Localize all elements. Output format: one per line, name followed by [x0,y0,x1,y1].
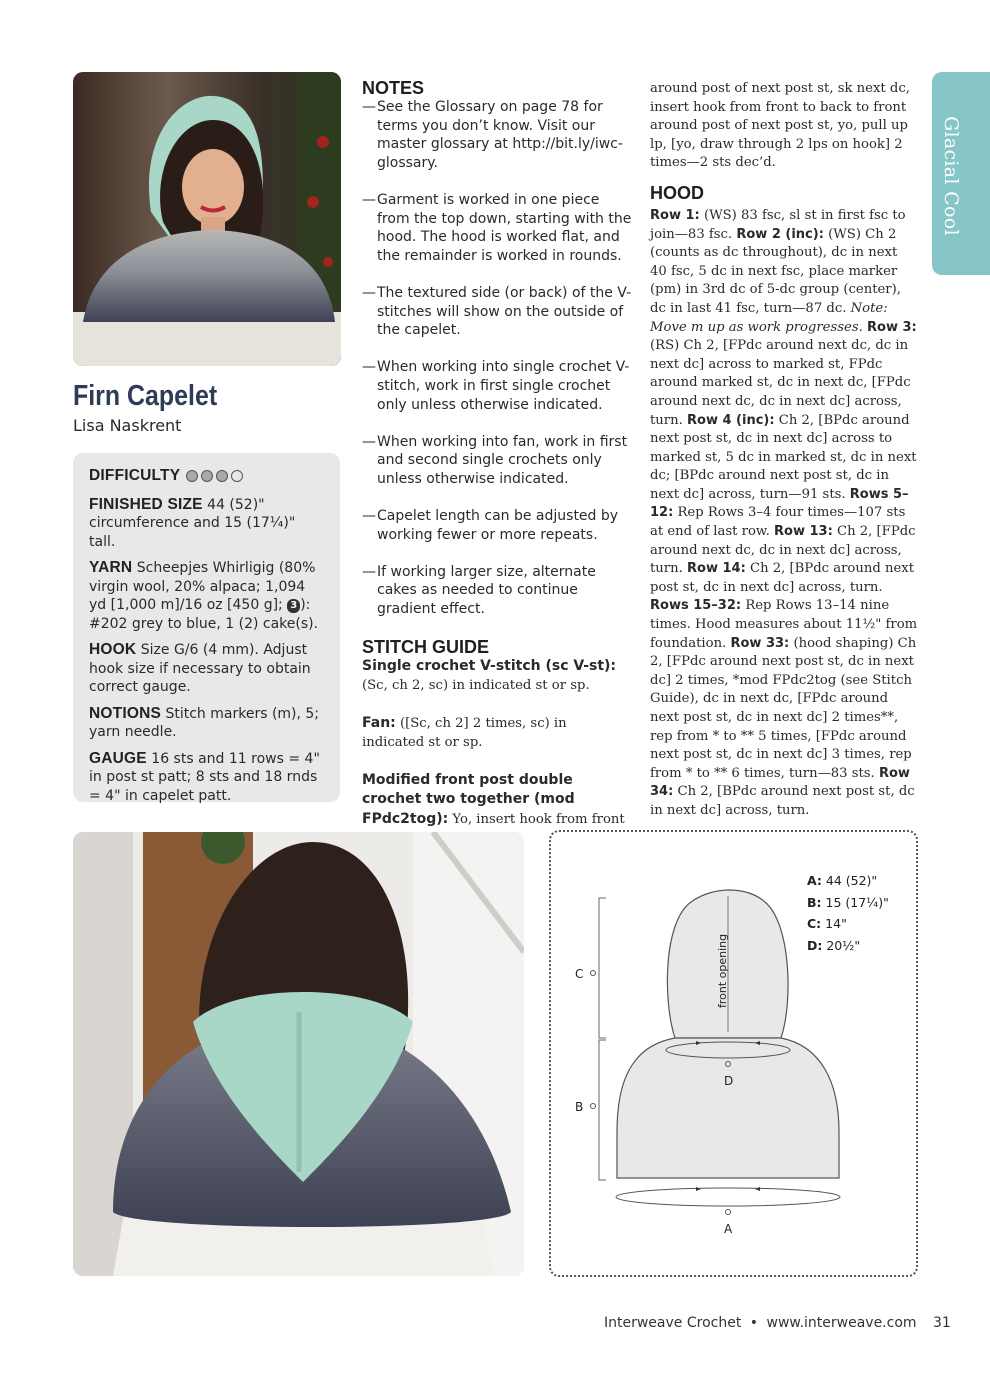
gauge-value: 16 sts and 11 rows = 4" in post st patt; 8 sts and 18 rnds = 4" in capelet patt. [89,750,320,804]
website-link[interactable]: www.interweave.com [766,1315,917,1331]
model-back-photo [73,832,524,1276]
yarn-value-cont: ): #202 grey to blue, 1 (2) cake(s). [89,597,319,632]
note-item: — The textured side (or back) of the V-stitches will show on the outside of the capelet. [362,284,632,339]
difficulty-dot [216,470,228,482]
difficulty-row [89,467,326,486]
designer-name: Lisa Naskrent [73,416,182,435]
hook-value: Size G/6 (4 mm). Adjust hook size if necessary to obtain correct gauge. [89,642,311,695]
notes-heading: NOTES [362,78,425,98]
finished-size-value: 44 (52)" circumference and 15 (17¼)" tall. [89,496,296,550]
note-item: — When working into single crochet V-stitch, work in first single crochet only unless otherwise indicated. [362,359,630,413]
difficulty-rating [186,470,243,482]
label-a: A [724,1222,733,1236]
stitch-guide-entry: Fan: ([Sc, ch 2] 2 times, sc) in indicated st or sp. [362,715,567,750]
measurement-c: C: 14" [807,916,847,931]
yarn [89,559,326,633]
finished-size [89,496,326,552]
footer-separator: • [749,1315,759,1331]
note-item: — When working into fan, work in first and second single crochets only unless otherwise indicated. [362,433,628,487]
measurement-a: A: 44 (52)" [807,873,878,888]
label-c: C [575,967,584,981]
gauge [89,750,326,806]
note-item: — Garment is worked in one piece from the top down, starting with the hood. The hood is worked flat, and the remainder is worked in rounds. [362,191,632,264]
stitch-guide-continued: around post of next post st, sk next dc, insert hook from front to back to front around post of next post st, yo, pull up lp, [yo, draw through 2 lps on hook] 2 times—2 sts dec’d. [650,81,910,171]
notions-value: Stitch markers (m), 5; yarn needle. [89,705,320,740]
page-number: 31 [932,1315,951,1331]
label-front-opening: front opening [716,933,729,1008]
yarn-value: Scheepjes Whirligig (80% virgin wool, 20% alpaca; 1,094 yd [1,000 m]/16 oz [450 g]; [89,560,316,613]
stitch-guide-entry: Single crochet V-stitch (sc V-st): (Sc, ch 2, sc) in indicated st or sp. [362,658,617,693]
hook-label: HOOK [89,641,137,658]
measurement-b: B: 15 (17¼)" [807,894,889,910]
hook [89,641,326,697]
hood-heading: HOOD [650,182,704,203]
difficulty-dot [201,470,213,482]
stitch-guide-heading: STITCH GUIDE [362,637,490,658]
measurements-list [807,870,889,956]
notes-column [362,78,632,867]
difficulty-label: DIFFICULTY [89,467,181,484]
magazine-name: Interweave Crochet [604,1315,742,1331]
difficulty-dot [231,470,243,482]
measurement-d: D: 20½" [807,937,861,953]
page-footer [604,1315,951,1331]
label-d: D [724,1074,734,1088]
gauge-label: GAUGE [89,749,147,767]
notions [89,705,326,742]
stitch-guide-entry: Modified front post double crochet two together (mod FPdc2tog): Yo, insert hook from front [362,771,625,827]
pattern-info-box [73,453,340,802]
pattern-title: Firn Capelet [73,380,218,412]
schematic-diagram [549,830,918,1277]
note-item: — Capelet length can be adjusted by working fewer or more repeats. [362,508,619,543]
note-item: — If working larger size, alternate cakes as needed to continue gradient effect. [362,563,596,618]
hood-instructions: Row 1: (WS) 83 fsc, sl st in first fsc to join—83 fsc. Row 2 (inc): (WS) Ch 2 (counts as dc throughout), dc in next 40 fsc, 5 dc in next fsc, place marker (pm) in 3rd dc of 5-dc group (center), dc in last 41 fsc, turn—87 dc. Note: Move m up as work progresses. Row 3: (RS) Ch 2, [FPdc around next dc, dc in next dc] across to marked st, FPdc around marked st, dc in next dc, [FPdc around next dc, dc in next dc] across, turn. Row 4 (inc): Ch 2, [BPdc around next post st, dc in next dc] across to marked st, 5 dc in marked st, dc in next dc; [BPdc around next post st, dc in next dc] across, turn—91 sts. Rows 5–12: Rep Rows 3–4 four times—107 sts at end of last row. Row 13: Ch 2, [FPdc around next dc, dc in next dc] across, turn. Row 14: Ch 2, [BPdc around next post st, dc in next dc] across, turn. Rows 15–32: Rep Rows 13–14 nine times. Hood measures about 11½" from foundation. Row 33: (hood shaping) Ch 2, [FPdc around next post st, dc in next dc] 2 times, *mod FPdc2tog (see Stitch Guide), dc in next dc, [FPdc around next post st, dc in next dc] 2 times**, rep from * to ** 5 times, [FPdc around next post st, dc in next dc] 3 times, rep from * to ** 6 times, turn—83 sts. Row 34: Ch 2, [BPdc around next post st, dc in next dc] across, turn. [650,207,918,818]
label-b: B [575,1100,584,1114]
section-tab-label: Glacial Cool [940,116,962,236]
instructions-column [650,80,918,821]
note-item: — See the Glossary on page 78 for terms you don’t know. Visit our master glossary at http://bit.ly/iwc-glossary. [362,99,623,171]
section-tab [932,72,990,275]
model-front-photo [73,72,341,366]
yarn-weight-icon: 3 [287,599,300,613]
yarn-label: YARN [89,559,133,576]
notions-label: NOTIONS [89,704,162,722]
finished-size-label: FINISHED SIZE [89,495,203,513]
difficulty-dot [186,470,198,482]
